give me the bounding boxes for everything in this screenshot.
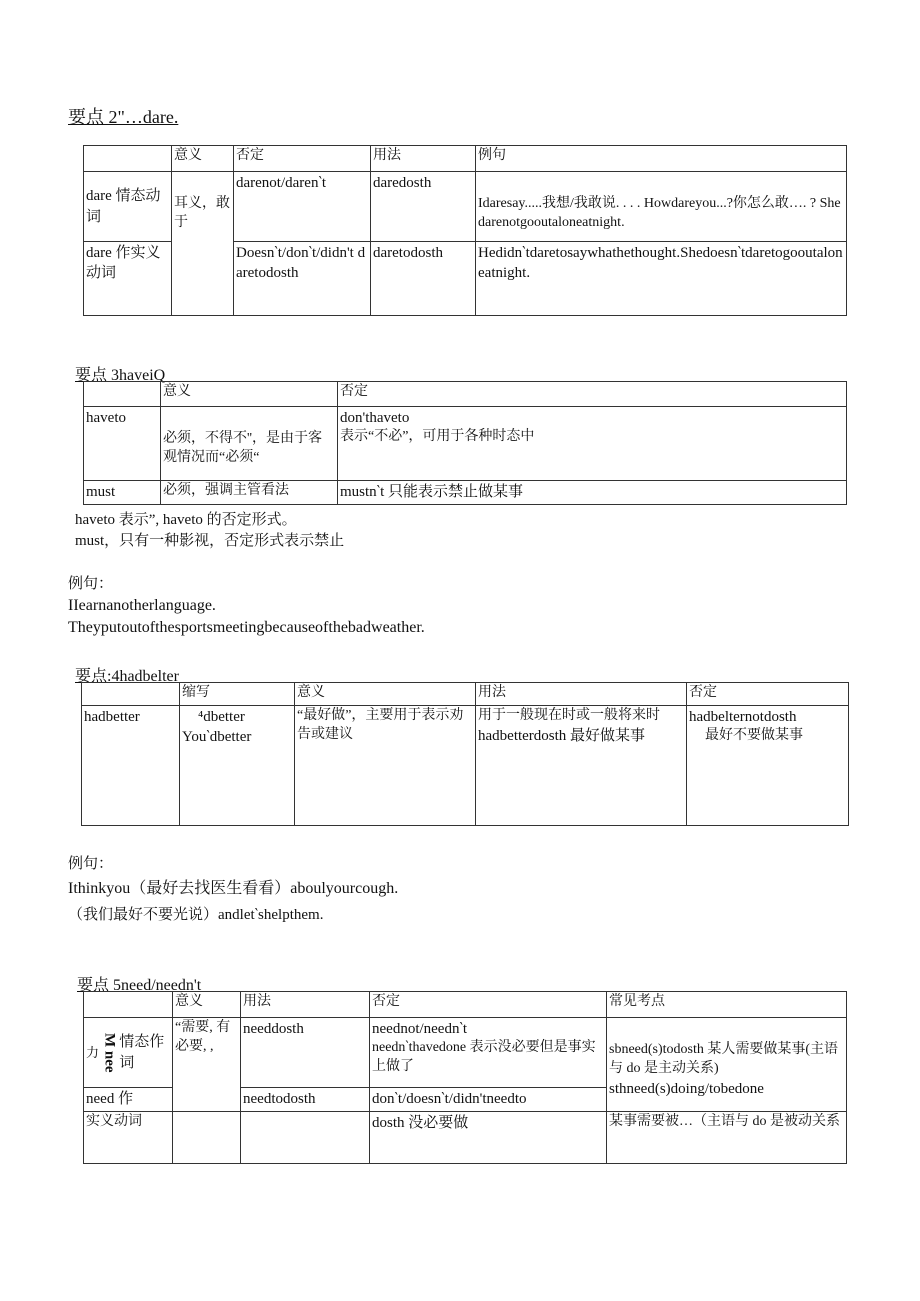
need-verb-name-cont: 实义动词 <box>84 1112 173 1164</box>
hadbetter-header-usage: 用法 <box>476 683 687 706</box>
dare-verb-example: Hedidn‵tdaretosaywhathethought.Shedoesn‵tdaretogooutaloneatnight. <box>476 242 847 316</box>
haveto-negation-form: don'thaveto <box>340 410 410 426</box>
need-points-active <box>607 1018 847 1112</box>
hadbetter-usage-tense: 用于一般现在时或一般将来时 <box>478 708 660 723</box>
hadbetter-abbr-short: ⁴dbetter <box>198 709 245 725</box>
need-modal-negation-perfect: needn‵thavedone 表示没必要但是事实上做了 <box>372 1040 596 1075</box>
haveto-note: haveto 表示”, haveto 的否定形式。 <box>75 512 297 528</box>
section3-example-1: IIearnanotherlanguage. <box>68 597 216 614</box>
dare-table <box>83 145 847 316</box>
section3-example-label: 例句： <box>68 576 114 592</box>
need-verb-negation-cont: dosth 没必要做 <box>370 1112 607 1164</box>
need-modal-prefix: 力 <box>86 1044 100 1060</box>
hadbetter-table <box>81 682 849 826</box>
need-point-passive-form: sthneed(s)doing/tobedone <box>609 1080 764 1097</box>
dare-meaning: 耳义，敢于 <box>172 172 234 316</box>
must-name: must <box>84 481 161 505</box>
dare-modal-usage: daredosth <box>371 172 476 242</box>
section4-example-1: Ithinkyou（最好去找医生看看）aboulyourcough. <box>68 880 399 897</box>
need-modal-name <box>84 1018 173 1088</box>
need-modal-vertical: M nee <box>101 1032 118 1073</box>
dare-header-example: 例句 <box>476 146 847 172</box>
hadbetter-usage-form: hadbetterdosth 最好做某事 <box>478 727 646 744</box>
hadbetter-header-negation: 否定 <box>687 683 849 706</box>
dare-header-meaning: 意义 <box>172 146 234 172</box>
hadbetter-negation-form: hadbelternotdosth <box>689 709 797 725</box>
need-header-meaning: 意义 <box>173 992 241 1018</box>
hadbetter-abbr-full: You‵dbetter <box>182 729 252 746</box>
haveto-name: haveto <box>84 407 161 481</box>
need-point-active: sbneed(s)todosth 某人需要做某事(主语与 do 是主动关系) <box>609 1042 839 1076</box>
hadbetter-name: hadbetter <box>82 706 180 826</box>
need-verb-meaning-blank <box>173 1112 241 1164</box>
section4-example-label: 例句： <box>68 856 114 872</box>
need-verb-usage-blank <box>241 1112 370 1164</box>
dare-verb-name: dare 作实义动词 <box>84 242 172 316</box>
need-point-passive: 某事需要被…（主语与 do 是被动关系 <box>607 1112 847 1164</box>
need-header-points: 常见考点 <box>607 992 847 1018</box>
hadbetter-usage <box>476 706 687 826</box>
haveto-negation <box>338 407 847 481</box>
dare-modal-example: Idaresay.....我想/我敢说. . . . Howdareyou...?你怎么敢…. ? Shedarenotgooutaloneatnight. <box>476 172 847 242</box>
dare-header-usage: 用法 <box>371 146 476 172</box>
must-negation: mustn‵t 只能表示禁止做某事 <box>338 481 847 505</box>
need-modal-label: 情态作词 <box>119 1034 165 1071</box>
haveto-header-meaning: 意义 <box>161 382 338 407</box>
hadbetter-negation <box>687 706 849 826</box>
need-verb-usage: needtodosth <box>241 1088 370 1112</box>
dare-verb-usage: daretodosth <box>371 242 476 316</box>
need-modal-negation <box>370 1018 607 1088</box>
haveto-meaning: 必须，不得不''，是由于客观情况而“必须“ <box>161 407 338 481</box>
section4-example-2: （我们最好不要光说）andlet‵shelpthem. <box>68 907 324 923</box>
need-verb-negation: don‵t/doesn‵t/didn'tneedto <box>370 1088 607 1112</box>
need-verb-name: need 作 <box>84 1088 173 1112</box>
need-table <box>83 991 847 1164</box>
haveto-negation-meaning: 表示“不必”，可用于各种时态中 <box>340 429 535 445</box>
need-meaning: “需要, 有必要, , <box>173 1018 241 1112</box>
section2-heading: 要点 2"…dare. <box>68 107 179 127</box>
must-note: must，只有一种影视，否定形式表示禁止 <box>75 533 345 549</box>
hadbetter-abbr <box>180 706 295 826</box>
dare-modal-negation: darenot/daren‵t <box>234 172 371 242</box>
section4-heading: 要点:4hadbelter <box>75 668 179 685</box>
section3-example-2: Theyputoutofthesportsmeetingbecauseofthebadweather. <box>68 619 425 636</box>
section3-heading: 要点 3haveiQ <box>75 367 166 384</box>
need-header-usage: 用法 <box>241 992 370 1018</box>
need-header-negation: 否定 <box>370 992 607 1018</box>
section5-heading: 要点 5need/needn't <box>77 977 202 994</box>
hadbetter-negation-meaning: 最好不要做某事 <box>705 728 803 744</box>
haveto-header-negation: 否定 <box>338 382 847 407</box>
need-table-header-blank <box>84 992 173 1018</box>
dare-table-header-blank <box>84 146 172 172</box>
need-modal-negation-form: neednot/needn‵t <box>372 1021 468 1037</box>
dare-verb-negation: Doesn‵t/don‵t/didn't daretodosth <box>234 242 371 316</box>
haveto-table-header-blank <box>84 382 161 407</box>
need-modal-usage: needdosth <box>241 1018 370 1088</box>
haveto-table <box>83 381 847 505</box>
hadbetter-table-header-blank <box>82 683 180 706</box>
must-meaning: 必须，强调主管看法 <box>161 481 338 505</box>
hadbetter-meaning: “最好做”，主要用于表示劝告或建议 <box>295 706 476 826</box>
dare-modal-name: dare 情态动词 <box>84 172 172 242</box>
dare-header-negation: 否定 <box>234 146 371 172</box>
hadbetter-header-meaning: 意义 <box>295 683 476 706</box>
hadbetter-header-abbr: 缩写 <box>180 683 295 706</box>
